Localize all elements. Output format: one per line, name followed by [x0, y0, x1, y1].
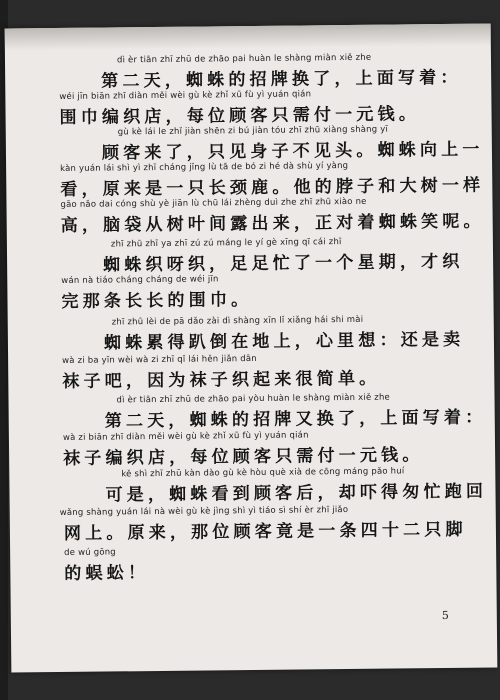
hanzi-line: 袜子吧，因为袜子织起来很简单。 — [62, 368, 381, 392]
text-line — [10, 543, 496, 588]
pinyin-line: kàn yuán lái shì yì zhī cháng jǐng lù tā de bó zi hé dà shù yí yàng — [60, 160, 349, 174]
pinyin-line: dì èr tiān zhī zhū de zhāo pai yòu huàn le shàng miàn xiě zhe — [116, 392, 391, 406]
pinyin-line: kě shì zhī zhū kàn dào gù kè hòu què xià de cōng máng pǎo huí — [121, 466, 405, 480]
hanzi-line: 的蜈蚣！ — [64, 563, 150, 584]
text-line — [10, 503, 496, 548]
pinyin-line: zhī zhū lèi de pā dǎo zài dì shàng xīn lǐ xiǎng hái shi mài — [111, 314, 364, 328]
page-number: 5 — [441, 608, 449, 623]
page-top-shadow — [5, 23, 491, 50]
pinyin-line: dì èr tiān zhī zhū de zhāo pai huàn le shàng miàn xiě zhe — [116, 52, 372, 66]
pinyin-line: wǎng shàng yuán lái nà wèi gù kè jìng shì yì tiáo sì shí èr zhī jiǎo — [59, 504, 349, 519]
text-line — [8, 351, 494, 396]
hanzi-line: 顾客来了，只见身子不见头。蜘蛛向上一 — [101, 139, 484, 164]
pinyin-line: wà zi ba yīn wèi wà zi zhī qǐ lái hěn jiǎn dān — [62, 353, 257, 366]
hanzi-line: 完那条长长的围巾。 — [61, 289, 253, 312]
pinyin-line: wà zi biān zhī diàn měi wèi gù kè zhǐ xū fù yì yuán qián — [62, 430, 309, 443]
hanzi-line: 网上。原来，那位顾客竟是一条四十二只脚 — [63, 519, 467, 544]
pinyin-line: wéi jīn biān zhī diàn měi wèi gù kè zhǐ xū fù yì yuán qián — [59, 89, 312, 102]
pinyin-line: gù kè lái le zhǐ jiàn shēn zi bú jiàn tóu zhī zhū xiàng shàng yī — [117, 124, 389, 138]
hanzi-line: 第二天，蜘蛛的招牌又换了，上面写着： — [104, 407, 487, 432]
book-page — [5, 23, 498, 672]
hanzi-line: 第二天，蜘蛛的招牌换了，上面写着： — [101, 67, 462, 92]
hanzi-line: 围巾编织店，每位顾客只需付一元钱。 — [59, 104, 421, 128]
pinyin-line: wán nà tiáo cháng cháng de wéi jīn — [61, 274, 219, 286]
pinyin-line: zhī zhū zhī ya zhī zú zú máng le yí gè xīng qī cái zhī — [110, 237, 342, 250]
pinyin-line: gāo nǎo dai cóng shù yè jiān lù chū lái zhèng duì zhe zhī zhū xiào ne — [60, 196, 367, 210]
hanzi-line: 高，脑袋从树叶间露出来，正对着蜘蛛笑呢。 — [60, 211, 485, 236]
hanzi-line: 袜子编织店，每位顾客只需付一元钱。 — [63, 445, 424, 469]
pinyin-line: de wú gōng — [64, 547, 116, 558]
hanzi-line: 蜘蛛累得趴倒在地上，心里想：还是卖 — [103, 329, 465, 354]
text-line — [7, 271, 493, 316]
hanzi-line: 蜘蛛织呀织，足足忙了一个星期，才织 — [103, 251, 464, 276]
hanzi-line: 看，原来是一只长颈鹿。他的脖子和大树一样 — [60, 175, 485, 200]
hanzi-line: 可是，蜘蛛看到顾客后，却吓得匆忙跑回 — [105, 481, 488, 506]
text-line — [6, 195, 492, 240]
